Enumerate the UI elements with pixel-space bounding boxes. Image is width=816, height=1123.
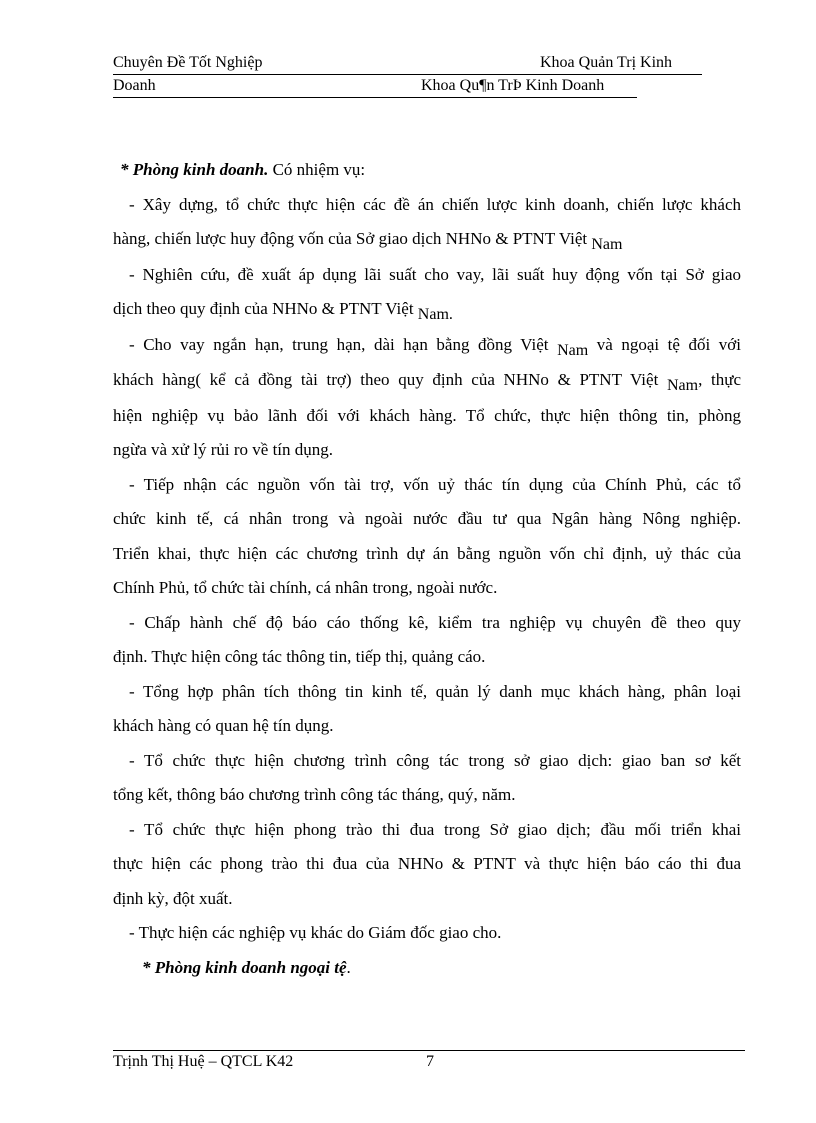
text-run: Nam xyxy=(591,236,623,253)
paragraph-line: ngừa và xử lý rủi ro về tín dụng. xyxy=(113,440,334,459)
header-right-second: Khoa Qu¶n TrÞ Kinh Doanh xyxy=(421,77,605,94)
text-run: và ngoại tệ đối với xyxy=(588,334,741,354)
footer-rule xyxy=(113,1050,745,1051)
text-run: Nam xyxy=(666,377,699,394)
text-run: , thực xyxy=(698,370,742,389)
paragraph-line: - Chấp hành chế độ báo cáo thống kê, kiểm tra nghiệp vụ chuyên đề theo quy xyxy=(129,612,741,632)
paragraph-line: - Tiếp nhận các nguồn vốn tài trợ, vốn uỷ thác tín dụng của Chính Phủ, các tổ xyxy=(129,474,741,494)
header-rule-2 xyxy=(113,97,637,98)
section-heading-kinh-doanh xyxy=(113,153,741,188)
paragraph-line: khách hàng có quan hệ tín dụng. xyxy=(113,716,334,735)
heading-kinh-doanh: * Phòng kinh doanh. xyxy=(120,160,269,179)
text-run: - Cho vay ngắn hạn, trung hạn, dài hạn bằng đồng Việt xyxy=(129,334,558,354)
header-left-second: Doanh xyxy=(113,77,156,94)
header-rule-1 xyxy=(113,74,702,75)
paragraph-line: hiện nghiệp vụ bảo lãnh đối với khách hàng. Tổ chức, thực hiện thông tin, phòng xyxy=(113,405,741,425)
paragraph-line xyxy=(113,222,741,258)
paragraph-line xyxy=(113,363,741,399)
paragraph-line: - Nghiên cứu, đề xuất áp dụng lãi suất cho vay, lãi suất huy động vốn tại Sở giao xyxy=(129,264,741,284)
paragraph-line: Chính Phủ, tổ chức tài chính, cá nhân trong, ngoài nước. xyxy=(113,578,498,597)
paragraph-line: - Tổ chức thực hiện phong trào thi đua trong Sở giao dịch; đầu mối triển khai xyxy=(129,819,741,839)
footer-author: Trịnh Thị Huệ – QTCL K42 xyxy=(113,1053,294,1070)
paragraph-line: tổng kết, thông báo chương trình công tác tháng, quý, năm. xyxy=(113,785,516,804)
body-text xyxy=(113,153,741,985)
heading-ngoai-te: * Phòng kinh doanh ngoại tệ xyxy=(142,957,347,977)
section-heading-ngoai-te xyxy=(113,951,741,986)
text-run: hàng, chiến lược huy động vốn của Sở giao dịch NHNo & PTNT Việt xyxy=(113,229,592,248)
paragraph-line: định. Thực hiện công tác thông tin, tiếp thị, quảng cáo. xyxy=(113,647,486,666)
header-right-title: Khoa Quản Trị Kinh xyxy=(540,54,673,71)
paragraph-line: - Thực hiện các nghiệp vụ khác do Giám đốc giao cho. xyxy=(129,923,502,942)
header-left-title: Chuyên Đề Tốt Nghiệp xyxy=(113,54,263,71)
text-run: Nam. xyxy=(417,306,453,323)
heading-kinh-doanh-tail: Có nhiệm vụ: xyxy=(268,160,366,179)
paragraph-line xyxy=(113,292,741,328)
paragraph-line: - Xây dựng, tổ chức thực hiện các đề án chiến lược kinh doanh, chiến lược khách xyxy=(129,194,741,214)
paragraph-line: chức kinh tế, cá nhân trong và ngoài nước đầu tư qua Ngân hàng Nông nghiệp. xyxy=(113,509,741,528)
heading-ngoai-te-tail: . xyxy=(346,957,351,977)
text-run: dịch theo quy định của NHNo & PTNT Việt xyxy=(113,299,418,318)
paragraph-line: Triển khai, thực hiện các chương trình dự án bằng nguồn vốn chỉ định, uỷ thác của xyxy=(113,543,741,563)
paragraph-line: - Tổ chức thực hiện chương trình công tác trong sở giao dịch: giao ban sơ kết xyxy=(129,750,741,770)
paragraph-line xyxy=(113,328,741,364)
paragraph-line: thực hiện các phong trào thi đua của NHNo & PTNT và thực hiện báo cáo thi đua xyxy=(113,854,741,873)
text-run: Nam xyxy=(557,341,589,359)
text-run: khách hàng( kể cả đồng tài trợ) theo quy định của NHNo & PTNT Việt xyxy=(113,370,667,389)
paragraph-line: - Tổng hợp phân tích thông tin kinh tế, quản lý danh mục khách hàng, phân loại xyxy=(129,681,741,701)
page-number: 7 xyxy=(426,1053,434,1070)
paragraph-line: định kỳ, đột xuất. xyxy=(113,888,233,908)
